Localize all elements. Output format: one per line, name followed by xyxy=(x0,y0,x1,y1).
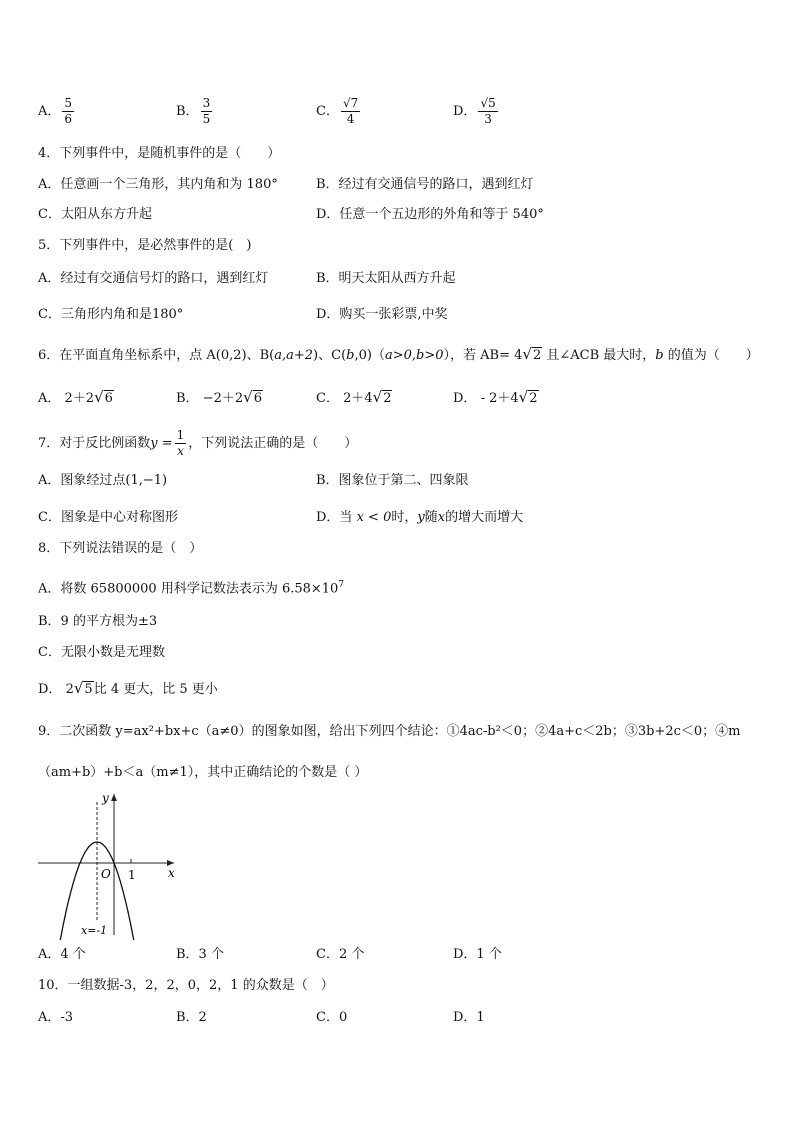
q9-option-c: C．2 个 xyxy=(316,947,365,962)
q3-options xyxy=(0,88,794,126)
q6-option-c xyxy=(316,388,392,409)
option-text: 时， xyxy=(391,510,418,525)
math-condition: x < 0 xyxy=(356,510,392,525)
q5-option-a: A．经过有交通信号灯的路口，遇到红灯 xyxy=(38,271,269,286)
option-label: D． xyxy=(38,682,62,697)
q10-option-b: B．2 xyxy=(176,1010,207,1025)
denominator: 3 xyxy=(484,112,492,126)
denominator: 5 xyxy=(202,112,211,126)
sqrt xyxy=(94,388,114,406)
x-axis-label: x xyxy=(168,866,175,880)
q9-option-d: D．1 个 xyxy=(453,947,502,962)
math-var: b xyxy=(655,348,664,363)
stem-text: ，下列说法正确的是（ ） xyxy=(188,436,358,451)
option-text: D．当 xyxy=(316,510,353,525)
radical-sign: √ xyxy=(94,388,104,406)
radical-sign: √ xyxy=(518,388,529,406)
option-text: 2＋2 xyxy=(64,391,95,406)
y-axis-arrow xyxy=(111,794,117,801)
fraction xyxy=(478,96,497,127)
q4-option-b: B．经过有交通信号的路口，遇到红灯 xyxy=(316,177,534,192)
q9-stem-line1: 9．二次函数 y=ax²+bx+c（a≠0）的图象如图，给出下列四个结论：①4ac-b²＜0；②4a+c＜2b；③3b+2c＜0；④m xyxy=(38,724,741,739)
stem-text: )、C( xyxy=(313,348,347,363)
q5-option-c: C．三角形内角和是180° xyxy=(38,307,184,322)
q5-option-d: D．购买一张彩票,中奖 xyxy=(316,307,448,322)
q10-option-d: D．1 xyxy=(453,1010,485,1025)
q4-option-d: D．任意一个五边形的外角和等于 540° xyxy=(316,207,544,222)
q7-option-a: A．图象经过点(1,−1) xyxy=(38,473,168,488)
q9-stem-line2: （am+b）+b＜a（m≠1），其中正确结论的个数是（ ） xyxy=(38,765,368,780)
sqrt xyxy=(373,388,393,406)
denominator: 4 xyxy=(346,112,355,126)
exponent: 7 xyxy=(338,580,345,590)
q7-option-c: C．图象是中心对称图形 xyxy=(38,510,178,525)
q9-option-a: A．4 个 xyxy=(38,947,86,962)
q7-option-b: B．图象位于第二、四象限 xyxy=(316,473,469,488)
numerator: 1 xyxy=(176,428,185,442)
fraction xyxy=(175,428,187,459)
origin-label: O xyxy=(101,867,111,881)
fraction xyxy=(341,96,360,127)
radicand: 6 xyxy=(253,391,262,406)
option-text: 比 4 更大，比 5 更小 xyxy=(93,682,218,697)
option-label: A． xyxy=(38,391,61,406)
q8-option-d xyxy=(38,679,218,700)
math-condition: a>0,b>0 xyxy=(384,348,444,363)
stem-text: ），若 AB= 4 xyxy=(443,348,523,363)
radicand: 2 xyxy=(529,391,538,406)
q3-option-d xyxy=(453,96,500,127)
q7-stem xyxy=(38,428,357,459)
radical-sign: √ xyxy=(243,388,253,406)
radical-sign: √ xyxy=(372,388,383,406)
q6-option-a xyxy=(38,388,114,409)
q8-option-b: B．9 的平方根为±3 xyxy=(38,614,158,629)
sqrt xyxy=(243,388,263,406)
q8-option-a xyxy=(38,575,344,599)
option-text: −2＋2 xyxy=(202,391,244,406)
option-label: C． xyxy=(316,104,339,119)
radical-sign: √ xyxy=(73,679,84,697)
option-text: 2 xyxy=(65,682,74,697)
math-var: a,a+2 xyxy=(274,348,314,363)
sqrt xyxy=(74,679,94,697)
denominator: x xyxy=(177,444,184,458)
option-text: 随 xyxy=(424,510,438,525)
numerator: √5 xyxy=(480,96,496,110)
radicand: 6 xyxy=(104,391,113,406)
math-var: b xyxy=(346,348,355,363)
radicand: 5 xyxy=(84,682,93,697)
q8-option-c: C．无限小数是无理数 xyxy=(38,645,165,660)
numerator: 3 xyxy=(202,96,211,110)
denominator: 6 xyxy=(64,112,73,126)
q4-stem: 4．下列事件中，是随机事件的是（ ） xyxy=(38,146,281,161)
q4-option-c: C．太阳从东方升起 xyxy=(38,207,152,222)
stem-text: 7．对于反比例函数 xyxy=(38,436,151,451)
q3-option-a xyxy=(38,96,76,127)
q10-option-a: A．-3 xyxy=(38,1010,74,1025)
parabola-graph xyxy=(36,790,186,940)
q10-option-c: C．0 xyxy=(316,1010,348,1025)
math-var: y xyxy=(417,510,425,525)
stem-text: 6．在平面直角坐标系中，点 A(0,2)、B( xyxy=(38,348,275,363)
option-text: A．将数 65800000 用科学记数法表示为 6.58×10 xyxy=(38,581,339,597)
fraction xyxy=(62,96,74,127)
radicand: 2 xyxy=(532,348,542,363)
symmetry-label: x=-1 xyxy=(81,924,108,937)
option-label: B． xyxy=(176,104,199,119)
radicand: 2 xyxy=(383,391,392,406)
q9-option-b: B．3 个 xyxy=(176,947,224,962)
q8-stem: 8．下列说法错误的是（ ） xyxy=(38,541,203,556)
option-text: 的增大而增大 xyxy=(445,510,524,525)
option-label: C． xyxy=(316,391,339,406)
math-var: x xyxy=(437,510,446,525)
q7-option-d xyxy=(316,508,523,528)
radical-sign: √ xyxy=(522,345,532,363)
option-label: D． xyxy=(453,391,477,406)
numerator: √7 xyxy=(342,96,359,110)
y-axis-label: y xyxy=(102,791,109,805)
option-label: D． xyxy=(453,104,477,119)
q10-stem: 10．一组数据-3，2，2，0，2，1 的众数是（ ） xyxy=(38,978,334,993)
math-var: y = xyxy=(150,436,173,451)
option-label: A． xyxy=(38,104,61,119)
option-label: B． xyxy=(176,391,199,406)
q6-stem xyxy=(38,345,759,366)
numerator: 5 xyxy=(64,96,73,110)
option-text: 2＋4 xyxy=(343,391,373,406)
option-text: - 2＋4 xyxy=(480,391,519,406)
q5-stem: 5．下列事件中，是必然事件的是( ) xyxy=(38,238,252,253)
q3-option-c xyxy=(316,96,362,127)
stem-text: 的值为（ ） xyxy=(663,348,759,363)
x-axis xyxy=(38,860,174,866)
sqrt xyxy=(519,388,539,406)
stem-text: 且∠ACB 最大时， xyxy=(542,348,656,363)
q5-option-b: B．明天太阳从西方升起 xyxy=(316,271,456,286)
q4-option-a: A．任意画一个三角形，其内角和为 180° xyxy=(38,177,278,192)
q6-option-d xyxy=(453,388,539,409)
sqrt xyxy=(522,345,542,363)
q3-option-b xyxy=(176,96,214,127)
fraction xyxy=(201,96,213,127)
q6-option-b xyxy=(176,388,263,409)
stem-text: ,0)（ xyxy=(354,348,385,363)
tick-label: 1 xyxy=(128,868,136,882)
